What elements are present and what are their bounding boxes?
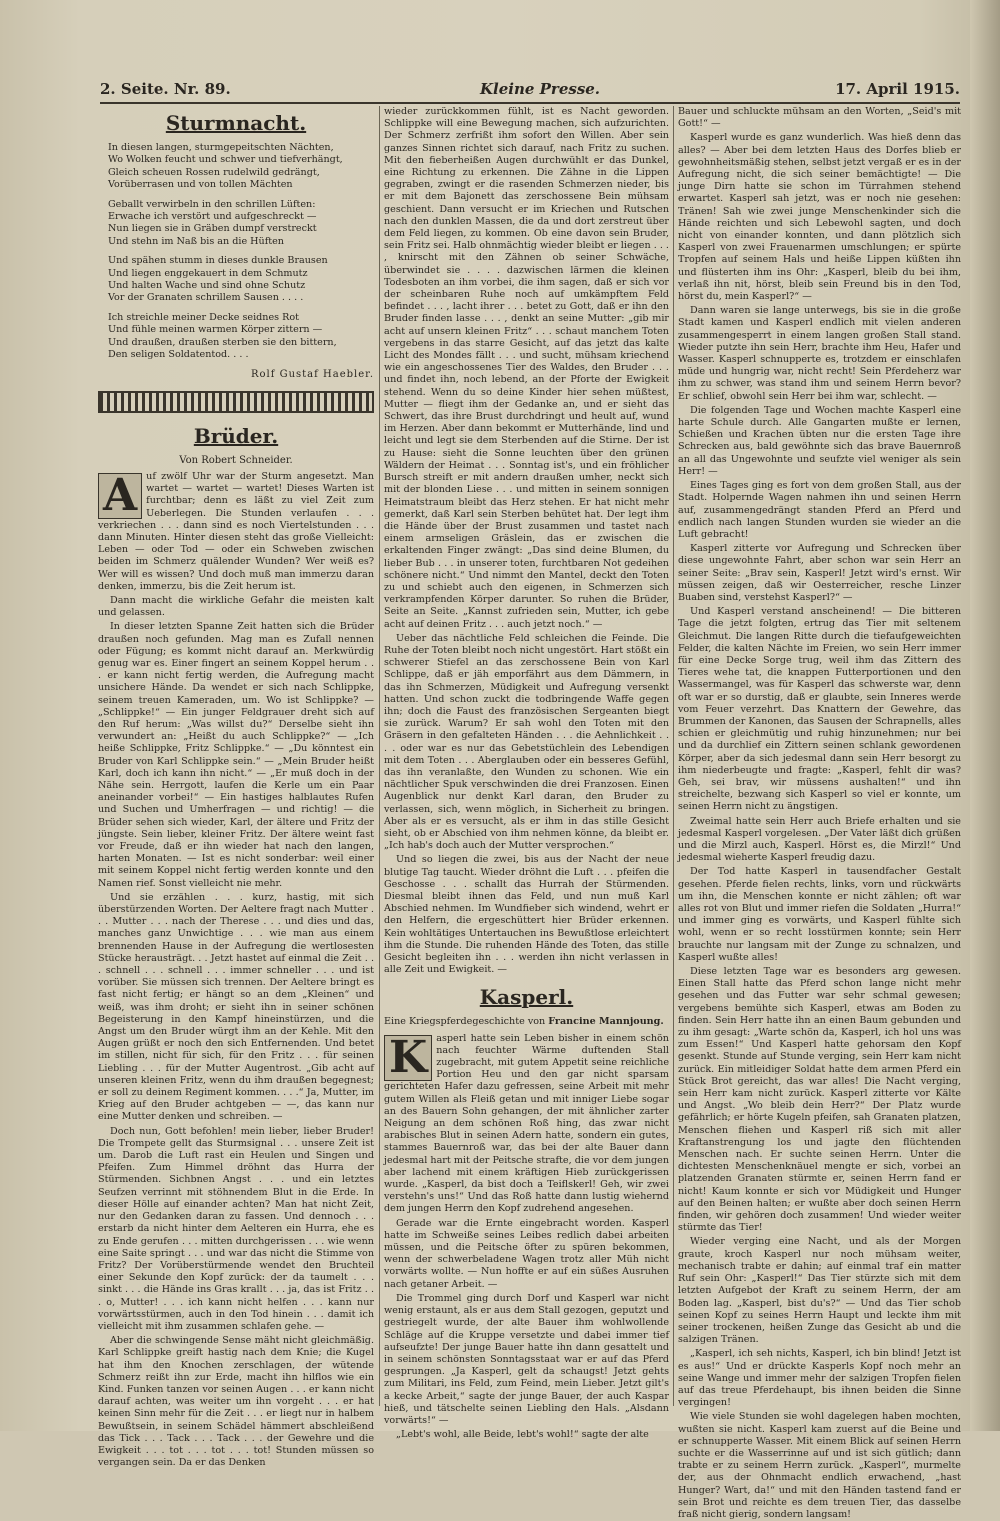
story-byline: Von Robert Schneider. bbox=[179, 454, 293, 466]
paragraph: Bauer und schluckte mühsam an den Worten, „Seid's mit Gott!“ — bbox=[678, 106, 961, 130]
story-title: Brüder. bbox=[193, 423, 279, 448]
paragraph: Die Trommel ging durch Dorf und Kasperl war nicht wenig erstaunt, als er aus dem Stall gezogen, geputzt und gestriegelt wurde, der alte Bauer ihm wohlwollende Schläge auf die Kruppe versetzte und dabei immer tief aufseufzte! Der junge Bauer hatte ihn dann gesattelt und in seinem schönsten Sonntagsstaat war er auf das Pferd gesprungen. „Ja Kasperl, gelt da schaugst! Jetzt gehts zum Militari, ins Feld, zum Feind, mein Lieber. Jetzt gilt's a kecke Arbeit,“ sagte der junge Bauer, der auch Kaspar hieß, und tätschelte seinen Liebling den Hals. „Alsdann vorwärts!“ — bbox=[384, 1292, 669, 1426]
poem-stanza: Und spähen stumm in dieses dunkle Brausen Und liegen enggekauert in dem Schmutz Und halten Wache und sind ohne Schutz Vor der Granaten schrillem Sausen . . . . bbox=[108, 255, 328, 304]
paragraph: Und Kasperl verstand anscheinend! — Die bitteren Tage die jetzt folgten, ertrug das Tier mit seltenem Gleichmut. Die langen Ritte durch die tiefaufgeweichten Felder, die kalten Nächte im Freien, wo sein Herr immer für eine Decke Sorge trug, weil ihm das Zittern des Tieres wehe tat, die knappen Futterportionen und den Wassermangel, was für Kasperl das schwerste war, denn oft war er so durstig, daß er glaubte, sein Inneres werde vom Feuer verzehrt. Das Knattern der Gewehre, das Brummen der Kanonen, das Sausen der Schrapnells, alles schien er gleichmütig und ruhig hinzunehmen; nur bei und da durchlief ein Zittern seinen schlank gewordenen Körper, aber da sich jedesmal dann sein Herr besorgt zu ihm niederbeugte und fragte: „Kasperl, fehlt dir was? Geh, sei brav, wir müssens aushalten!“ und ihn streichelte, bezwang sich Kasperl so viel er konnte, um seinen Herrn nicht zu ängstigen. bbox=[678, 606, 961, 813]
ornamental-divider bbox=[98, 391, 374, 413]
paragraph: Dann macht die wirkliche Gefahr die meisten kalt und gelassen. bbox=[98, 594, 374, 619]
drop-cap: A bbox=[98, 473, 142, 519]
poem-stanza: In diesen langen, sturmgepeitschten Nächten, Wo Wolken feucht und schwer und tiefverhängt, Gleich scheuen Rossen rudelwild gedrängt, Vorüberrasen und von tollen Mächten bbox=[108, 142, 343, 191]
paragraph: „Kasperl, ich seh nichts, Kasperl, ich bin blind! Jetzt ist es aus!“ Und er drückte Kasperls Kopf noch mehr an seine Wange und immer mehr der salzigen Tropfen fielen auf das treue Pferdehaupt, bis ihnen beiden die Sinne vergingen! bbox=[678, 1348, 961, 1409]
paragraph: Aber die schwingende Sense mäht nicht gleichmäßig. Karl Schlippke greift hastig nach dem Knie; die Kugel hat ihm den Knochen zerschlagen, der wütende Schmerz reißt ihn zur Erde, macht ihn hilflos wie ein Kind. Funken tanzen vor seinen Augen . . . er kann nicht darauf achten, was weiter um ihn vorgeht . . . er hat keinen Sinn mehr für die Zeit . . . er liegt nur in halbem Bewußtsein, in seinem Schädel hämmert abschleißend das Tick . . . Tack . . . Tack . . . der Gewehre und die Ewigkeit . . . tot . . . tot . . . tot! Stunden müssen so vergangen sein. Da er das Denken bbox=[98, 1335, 374, 1469]
paragraph: A uf zwölf Uhr war der Sturm angesetzt. Man wartet — wartet — wartet! Dieses Warten ist furchtbar; denn es läßt zu viel Zeit zum Ueberlegen. Die Stunden verlaufen . . . verkriechen . . . dann sind es noch Viertelstunden . . . dann Minuten. Hinter diesen steht das große Vielleicht: Leben — oder Tod — oder ein Schweben zwischen beiden im Schmerz quälender Wunden? Wer weiß es? Wer will es wissen? Und doch muß man immerzu daran denken, immerzu, bis die Zeit herum ist. bbox=[98, 469, 374, 592]
paragraph: Gerade war die Ernte eingebracht worden. Kasperl hatte im Schweiße seines Leibes redlich dabei arbeiten müssen, und die Peitsche öfter zu spüren bekommen, wenn der schwerbeladene Wagen trotz aller Müh nicht vorwärts wollte. — Nun hoffte er auf ein süßes Ausruhen nach getaner Arbeit. — bbox=[384, 1217, 669, 1290]
paragraph: Wie viele Stunden sie wohl dagelegen haben mochten, wußten sie nicht. Kasperl kam zuerst auf die Beine und er schnupperte Wasser. Mit einem Blick auf seinen Herrn suchte er die Wasserrinne auf und ist sich gütlich; dann trabte er zu seinem Herrn zurück. „Kasperl“, murmelte der, aus der Ohnmacht endlich erwachend, „hast Hunger? Wart, da!“ und mit den Händen tastend fand er sein Brot und reichte es dem treuen Tier, das dasselbe fraß nicht gierig, sondern langsam! bbox=[678, 1411, 961, 1520]
paragraph: Diese letzten Tage war es besonders arg gewesen. Einen Stall hatte das Pferd schon lange nicht mehr gesehen und das Futter war sehr schmal gewesen; vergebens bemühte sich Kasperl, etwas am Boden zu finden. Sein Herr hatte ihn an einen Baum gebunden und zu ihm gesagt: „Warte schön da, Kasperl, ich hol uns was zum Essen!“ Und Kasperl hatte gehorsam den Kopf gesenkt. Stunde auf Stunde verging, sein Herr kam nicht zurück. Ein mitleidiger Soldat hatte dem armen Pferd ein Stück Brot gereicht, das war alles! Die Nacht verging, sein Herr kam nicht zurück. Kasperl zitterte vor Kälte und Angst. „Wo bleib dein Herr?“ Der Platz wurde gefährlich; er hörte Kugeln pfeifen, sah Granaten platzen, Menschen fliehen und Kasperl riß sich mit aller Kraftanstrengung los und jagte den flüchtenden Menschen nach. Er suchte seinen Herrn. Unter die dichtesten Menschenknäuel mengte er sich, vorbei an platzenden Granaten stürmte er, seinen Herrn fand er nicht! Kaum konnte er sich vor Müdigkeit und Hunger auf den Beinen halten; er wußte aber doch seinen Herrn finden, wir gehören doch zusammen! Und wieder weiter stürmte das Tier! bbox=[678, 966, 961, 1234]
paragraph: Dann waren sie lange unterwegs, bis sie in die große Stadt kamen und Kasperl endlich mit vielen anderen zusammengesperrt in einem langen großen Stall stand. Wieder putzte ihn sein Herr, brachte ihm Heu, Hafer und Wasser. Kasperl schnupperte es, trotzdem er einschlafen müde und hungrig war, nicht recht! Sein Pferdeherz war ihm zu schwer, was stand ihm und seinem Herrn bevor? Er schlief, obwohl sein Herr bei ihm war, schlecht. — bbox=[678, 305, 961, 402]
paragraph: Kasperl zitterte vor Aufregung und Schrecken über diese ungewohnte Fahrt, aber schon war sein Herr an seiner Seite: „Brav sein, Kasperl! Jetzt wird's ernst. Wir müssen zeigen, daß wir Oesterreicher, resche Linzer Buaben sind, verstehst Kasperl?“ — bbox=[678, 543, 961, 603]
poem-title: Sturmnacht. bbox=[165, 111, 307, 135]
column-rule bbox=[379, 106, 380, 1406]
issue-date: 17. April 1915. bbox=[835, 80, 960, 98]
story-subtitle: Eine Kriegspferdegeschichte von Francine Mannjoung. bbox=[384, 1016, 664, 1028]
paragraph: wieder zurückkommen fühlt, ist es Nacht geworden. Schlippke will eine Bewegung machen, sich aufzurichten. Der Schmerz zerfrißt ihm sofort den Willen. Aber sein ganzes Sinnen richtet sich darauf, nach Fritz zu suchen. Mit den fieberheißen Augen durchwühlt er das Dunkel, eine Richtung zu erkennen. Die Zähne in die Lippen gegraben, zwingt er die rasenden Schmerzen nieder, bis er mit dem Bajonett das zerschossene Bein mühsam geschient. Dann versucht er im Kriechen und Rutschen nach den dunklen Massen, die da und dort zerstreut über dem Feld liegen, zu kommen. Ob eine davon sein Bruder, sein Fritz sei. Halb ohnmächtig wieder bleibt er liegen . . . , knirscht mit den Zähnen ob seiner Schwäche, überwindet sie . . . . dazwischen lärmen die kleinen Todesboten an ihm vorbei, die ihm sagen, daß er sich vor der scheinbaren Ruhe noch auf umkämpftem Feld befindet . . . , lacht ihrer . . . betet zu Gott, daß er ihn den Bruder finden lasse . . . , denkt an seine Mutter: „gib mir acht auf unsern kleinen Fritz“ . . . schaut manchem Toten vergebens in das starre Gesicht, auf das jetzt das kalte Licht des Mondes fällt . . . und sucht, mühsam kriechend wie ein angeschossenes Tier des Waldes, den Bruder . . . und findet ihn, noch lebend, an der Pforte der Ewigkeit stehend. Wenn du so deine Kinder hier sehen müßtest, Mutter — fliegt ihm der Gedanke an, und er sieht das Schwert, das ihre Brust durchdringt und heult auf, wund im Herzen. Aber dann bekommt er Mutterhände, lind und leicht und legt sie dem Sterbenden auf die Stirne. Der ist zu Hause: sieht die Sonne leuchten über den grünen Wäldern der Heimat . . . Sonntag ist's, und ein fröhlicher Bursch streift er mit andern draußen umher, neckt sich mit der blonden Liese . . . und mitten in seinem sonnigen Heimatstraum bleibt das Herz stehen. Er hat nicht mehr gemerkt, daß Karl sein Sterben behütet hat. Der legt ihm die Hände über der Brust zusammen und tastet nach einem armseligen Gräslein, das er zwischen die erkaltenden Finger zwängt: „Das sind deine Blumen, du lieber Bub . . . in unserer toten, furchtbaren Not gedeihen schönere nicht.“ Und nimmt den Mantel, deckt den Toten zu und schiebt auch den eigenen, in Schmerzen sich verkrampfenden Körper darunter. So ruhen die Brüder, Seite an Seite. „Kannst zufrieden sein, Mutter, ich gebe acht auf deinen Fritz . . . auch jetzt noch.“ — bbox=[384, 106, 669, 630]
column-2 bbox=[384, 106, 669, 1441]
paragraph: Wieder verging eine Nacht, und als der Morgen graute, kroch Kasperl nur noch mühsam weiter, mechanisch trabte er dahin; auf einmal traf ein matter Ruf sein Ohr: „Kasperl!“ Das Tier stürzte sich mit dem letzten Aufgebot der Kraft zu seinem Herrn, der am Boden lag. „Kasperl, bist du's?“ — Und das Tier schob seinen Kopf zu seines Herrn Haupt und leckte ihm mit seiner trockenen, heißen Zunge das Gesicht ab und die salzigen Tränen. bbox=[678, 1236, 961, 1346]
column-3 bbox=[678, 106, 961, 1520]
paragraph: Doch nun, Gott befohlen! mein lieber, lieber Bruder! Die Trompete gellt das Sturmsignal . . . unsere Zeit ist um. Darob die Luft rast ein Heulen und Singen und Pfeifen. Zum Himmel dröhnt das Hurra der Stürmenden. Sichbnen Angst . . . und ein letztes Seufzen verrinnt mit stöhnendem Blut in die Erde. In dieser Hölle auf einander achten? Man hat nicht Zeit, nur den Gedanken daran zu fassen. Und dennoch . . . erstarb da nicht hinter dem Aelteren ein Hurra, ehe es zu Ende gerufen . . . mitten durchgerissen . . . wie wenn eine Saite springt . . . und war das nicht die Stimme von Fritz? Der Vorüberstürmende wendet den Bruchteil einer Sekunde den Kopf zurück: der da taumelt . . . sinkt . . . die Hände ins Gras krallt . . . ja, das ist Fritz . . . o, Mutter! . . . ich kann nicht helfen . . . kann nur vorwärtsstürmen, auch in den Tod hinein . . . damit ich vielleicht mit ihm zusammen schlafen gehe. — bbox=[98, 1125, 374, 1332]
page-edge bbox=[970, 0, 1000, 1431]
page-number: 2. Seite. Nr. 89. bbox=[100, 80, 231, 98]
poem-body bbox=[98, 142, 374, 362]
paragraph: Und sie erzählen . . . kurz, hastig, mit sich überstürzenden Worten. Der Aeltere fragt nach Mutter . . . Mutter . . . nach der Therese . . . und dies und das, manches ganz Unwichtige . . . wie man aus einem brennenden Hause in der Aufregung die wertlosesten Stücke herausträgt. . . Jetzt hastet auf einmal die Zeit . . . schnell . . . schnell . . . immer schneller . . . und ist vorüber. Sie müssen sich trennen. Der Aeltere bringt es fast nicht fertig; er hängt so an dem „Kleinen“ und weiß, was ihm droht; er sieht ihn in seiner schönen Begeisterung in den Kampf hineinstürzen, und die Angst um den Bruder würgt ihm an der Kehle. Mit den Augen grüßt er noch den sich Entfernenden. Und betet im stillen, nicht für sich, für den Fritz . . . für seinen Liebling . . . für der Mutter Augentrost. „Gib acht auf unseren kleinen Fritz, wenn du ihm draußen begegnest; er soll zu deinem Regiment kommen. . . .“ Ja, Mutter, im Krieg auf den Bruder achtgeben — —, das kann nur eine Mutter denken und schreiben. — bbox=[98, 891, 374, 1123]
paragraph: Zweimal hatte sein Herr auch Briefe erhalten und sie jedesmal Kasperl vorgelesen. „Der Vater läßt dich grüßen und die Mirzl auch, Kasperl. Hörst es, die Mirzl!“ Und jedesmal wieherte Kasperl freudig dazu. bbox=[678, 815, 961, 864]
paragraph: K asperl hatte sein Leben bisher in einem schön nach feuchter Wärme duftenden Stall zugebracht, mit gutem Appetit seine reichliche Portion Heu und den gar nicht sparsam gerichteten Hafer dazu gefressen, seine Arbeit mit mehr gutem Willen als Fleiß getan und mit inniger Liebe sogar an des Bauern Sohn gehangen, der mit ähnlicher zarter Neigung an dem schönen Roß hing, das zwar nicht arabisches Blut in seinen Adern hatte, sondern ein gutes, stammes Bauernroß war, das bei der alte Bauer dann jedesmal hart mit der Peitsche strafte, die vor dem jungen aber lachend mit einem kräftigen Hieb zurückgerissen wurde. „Kasperl, da bist doch a Teiflskerl! Geh, wir zwei verstehn's uns!“ Und das Roß hatte dann lustig wiehernd dem jungen Herrn den Kopf zudrehend angesehen. bbox=[384, 1031, 669, 1215]
paragraph: Die folgenden Tage und Wochen machte Kasperl eine harte Schule durch. Alle Gangarten mußte er lernen, Schießen und Krachen übten nur die ersten Tage ihre Schrecken aus, bald gewöhnte sich das brave Bauernroß an all das Ungewohnte und seufzte viel weniger als sein Herr! — bbox=[678, 404, 961, 477]
paragraph: Und so liegen die zwei, bis aus der Nacht der neue blutige Tag taucht. Wieder dröhnt die Luft . . . pfeifen die Geschosse . . . schallt das Hurrah der Stürmenden. Diesmal bleibt ihnen das Feld, und nun muß Karl Abschied nehmen. Im Wundfieber sich windend, wehrt er den Helfern, die ergeschüttert hier Brüder erkennen. Kein wohltätiges Untertauchen ins Bewußtlose erleichtert ihm die Stunde. Die ruhenden Hände des Toten, das stille Gesicht begleiten ihn . . . werden ihn nicht verlassen in alle Zeit und Ewigkeit. — bbox=[384, 854, 669, 976]
paragraph: In dieser letzten Spanne Zeit hatten sich die Brüder draußen noch gefunden. Mag man es Zufall nennen oder Fügung; es kommt nicht darauf an. Merkwürdig genug war es. Einer fingert an seinem Koppel herum . . . er kann nicht fertig werden, die Aufregung macht unsichere Hände. Da wendet er sich nach Schlippke, seinem treuen Kameraden, um. Wo ist Schlippke? — „Schlippke!“ — Ein junger Feldgrauer dreht sich auf den Ruf herum: „Was willst du?“ Derselbe sieht ihn verwundert an: „Heißt du auch Schlippke?“ — „Ich heiße Schlippke, Fritz Schlippke.“ — „Du könntest ein Bruder von Karl Schlippke sein.“ — „Mein Bruder heißt Karl, doch ich kann ihn nicht.“ — „Er muß doch in der Nähe sein. Herrgott, laufen die Kerle um ein Paar aneinander vorbei!“ — Ein hastiges halblautes Rufen und Suchen und Umherfragen — und richtig! — die Brüder sehen sich wieder, Karl, der ältere und Fritz der jüngste. Sein lieber, kleiner Fritz. Der ältere weint fast vor Freude, daß er ihn wieder hat nach den langen, harten Monaten. — Ist es nicht sonderbar: weil einer mit seinem Koppel nicht fertig werden konnte und den Namen rief. Sonst vielleicht nie mehr. bbox=[98, 621, 374, 889]
story-title: Kasperl. bbox=[479, 985, 574, 1010]
paragraph: Ueber das nächtliche Feld schleichen die Feinde. Die Ruhe der Toten bleibt noch nicht ungestört. Hart stößt ein schwerer Stiefel an das zerschossene Bein von Karl Schlippe, daß er jäh emporfährt aus dem Dämmern, in das ihn Schmerzen, Müdigkeit und Aufregung versenkt hatten. Und schon zuckt die todbringende Waffe gegen ihn; doch die Faust des französischen Sergeanten biegt sie zurück. Warum? Er sah wohl den Toten mit den Gräsern in den gefalteten Händen . . . die Aehnlichkeit . . . . oder war es nur das Gebetstüchlein des Lebendigen mit dem Toten . . . Aberglauben oder ein besseres Gefühl, das ihn veranlaßte, den Wunden zu schonen. Wie ein nächtlicher Spuk verschwinden die drei Franzosen. Einen Augenblick nur denkt Karl daran, den Bruder zu verlassen, sich, wenn möglich, in Sicherheit zu bringen. Aber als er es versucht, als er ihm in das stille Gesicht sieht, ob er Abschied von ihm nehmen könne, da bleibt er. „Ich hab's doch auch der Mutter versprochen.“ bbox=[384, 632, 669, 852]
paragraph: „Lebt's wohl, alle Beide, lebt's wohl!“ sagte der alte bbox=[396, 1429, 649, 1441]
poem-author: Rolf Gustaf Haebler. bbox=[250, 368, 374, 380]
paragraph: Kasperl wurde es ganz wunderlich. Was hieß denn das alles? — Aber bei dem letzten Haus des Dorfes blieb er gewohnheitsmäßig stehen, selbst jetzt vergaß er es in der Aufregung nicht, die sich seiner bemächtigte! — Die junge Dirn hatte sie schon im Türrahmen stehend erwartet. Kasperl sah jetzt, was er noch nie gesehen: Tränen! Sah wie zwei junge Menschenkinder sich die Hände reichten und sich Lebewohl sagten, und doch nicht von einander konnten, und dann plötzlich sich Kasperl von zwei Frauenarmen umschlungen; er spürte Tropfen auf seinem Hals und heiße Lippen küßten ihn und flüsterten ihm ins Ohr: „Kasperl, bleib du bei ihm, verlaß ihn nit, hörst, bleib sein Freund bis in den Tod, hörst du, mein Kasperl?“ — bbox=[678, 132, 961, 303]
column-rule bbox=[673, 106, 674, 1406]
poem-stanza: Ich streichle meiner Decke seidnes Rot Und fühle meinen warmen Körper zittern — Und draußen, draußen sterben sie den bittern, Den seligen Soldatentod. . . . bbox=[108, 311, 337, 361]
drop-cap: K bbox=[384, 1035, 432, 1081]
page-header bbox=[100, 80, 960, 104]
newspaper-title: Kleine Presse. bbox=[480, 80, 601, 98]
column-1 bbox=[98, 106, 374, 1469]
paragraph: Der Tod hatte Kasperl in tausendfacher Gestalt gesehen. Pferde fielen rechts, links, vorn und rückwärts um ihn, die Menschen konnte er nicht zählen; oft war alles rot von Blut und immer riefen die Soldaten „Hurra!“ und immer ging es vorwärts, und Kasperl fühlte sich wohl, wenn er so recht losstürmen konnte; sein Herr brauchte nur langsam mit der Zunge zu schnalzen, und Kasperl wußte alles! bbox=[678, 866, 961, 963]
paragraph: Eines Tages ging es fort von dem großen Stall, aus der Stadt. Holpernde Wagen nahmen ihn und seinen Herrn auf, zusammengedrängt standen Pferd an Pferd und endlich nach langen Stunden wurden sie wieder an die Luft gebracht! bbox=[678, 480, 961, 540]
poem-stanza: Geballt verwirbeln in den schrillen Lüften: Erwache ich verstört und aufgeschreckt — Nun liegen sie in Gräben dumpf verstreckt Und stehn im Naß bis an die Hüften bbox=[108, 198, 317, 247]
